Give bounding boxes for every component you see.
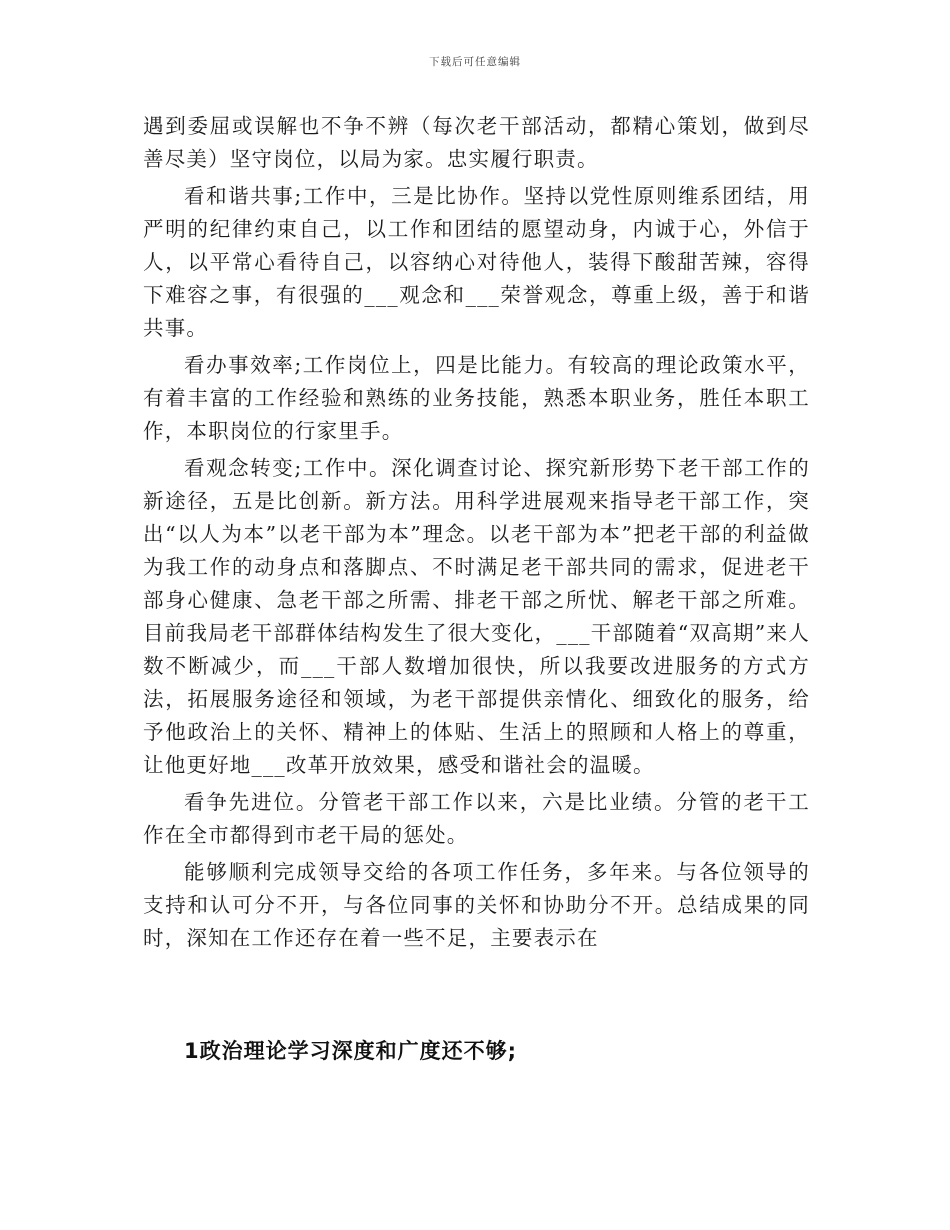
- paragraph-4: 看观念转变;工作中。深化调查讨论、探究新形势下老干部工作的新途径，五是比创新。新方法。用科学进展观来指导老干部工作，突出“以人为本”以老干部为本”理念。以老干部为本”把老干部的利益做为我工作的动身点和落脚点、不时满足老干部共同的需求，促进老干部身心健康、急老干部之所需、排老干部之所忧、解老干部之所难。目前我局老干部群体结构发生了很大变化，___干部随着“双高期”来人数不断减少，而___干部人数增加很快，所以我要改进服务的方式方法，拓展服务途径和领域，为老干部提供亲情化、细致化的服务，给予他政治上的关怀、精神上的体贴、生活上的照顾和人格上的尊重，让他更好地___改革开放效果，感受和谐社会的温暖。: [143, 456, 810, 777]
- paragraph-3: 看办事效率;工作岗位上，四是比能力。有较高的理论政策水平，有着丰富的工作经验和熟练的业务技能，熟悉本职业务，胜任本职工作，本职岗位的行家里手。: [143, 353, 810, 443]
- paragraph-1: 遇到委屈或误解也不争不辨（每次老干部活动，都精心策划，做到尽善尽美）坚守岗位，以局为家。忠实履行职责。: [143, 114, 810, 171]
- page-header: 下载后可任意编辑: [429, 56, 521, 68]
- paragraph-6: 能够顺利完成领导交给的各项工作任务，多年来。与各位领导的支持和认可分不开，与各位同事的关怀和协助分不开。总结成果的同时，深知在工作还存在着一些不足，主要表示在: [143, 860, 810, 950]
- paragraph-5: 看争先进位。分管老干部工作以来，六是比业绩。分管的老干工作在全市都得到市老干局的惩处。: [143, 790, 810, 847]
- paragraph-2: 看和谐共事;工作中，三是比协作。坚持以党性原则维系团结，用严明的纪律约束自己，以工作和团结的愿望动身，内诚于心，外信于人，以平常心看待自己，以容纳心对待他人，装得下酸甜苦辣，容得下难容之事，有很强的___观念和___荣誉观念，尊重上级，善于和谐共事。: [143, 184, 810, 340]
- document-body: [143, 110, 810, 959]
- section-heading: 1政治理论学习深度和广度还不够;: [184, 1039, 518, 1063]
